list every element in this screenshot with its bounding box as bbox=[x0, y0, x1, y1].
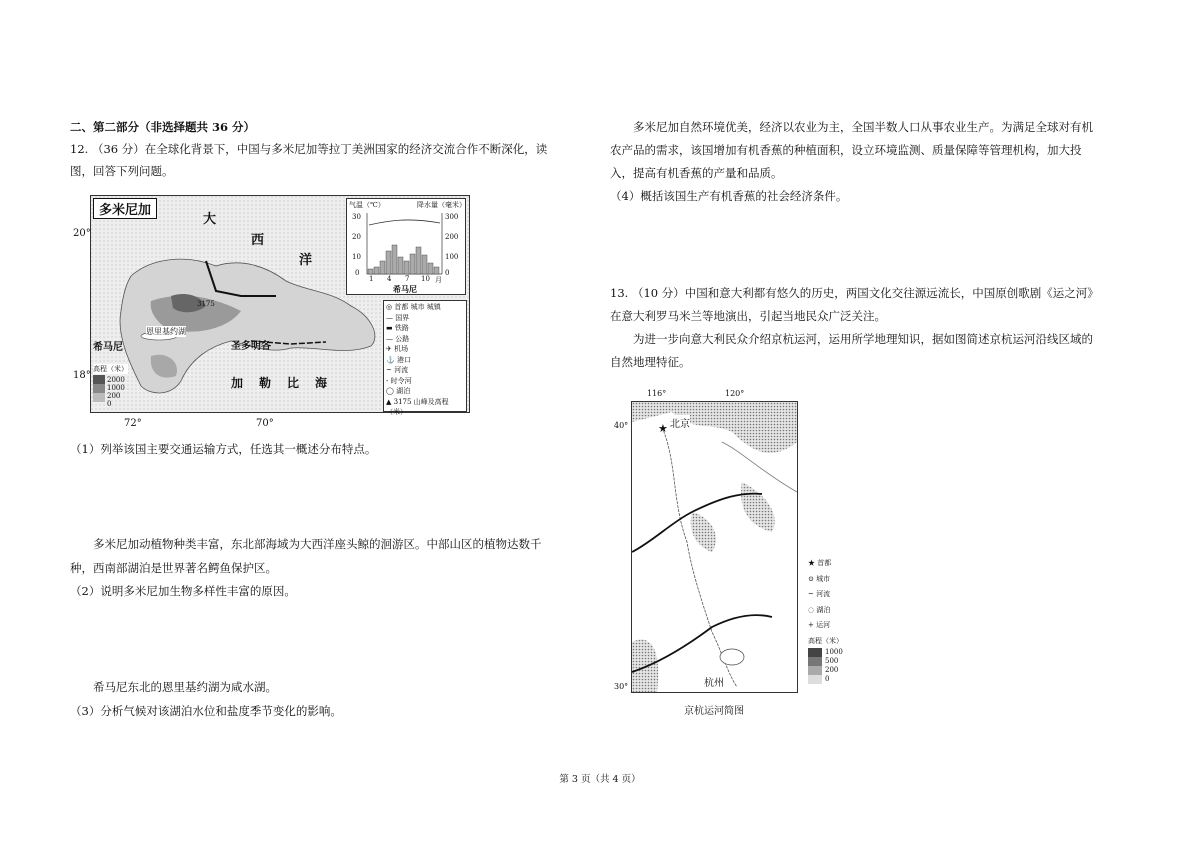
legend-label: 国界 bbox=[395, 313, 410, 322]
sea-label-atlantic-3: 洋 bbox=[299, 253, 313, 268]
sea-label-atlantic-2: 西 bbox=[251, 233, 265, 248]
lake-icon: ◌ bbox=[808, 605, 815, 614]
month-unit: 月 bbox=[435, 276, 442, 284]
month-tick-1: 1 bbox=[369, 275, 374, 283]
lat-label-40: 40° bbox=[614, 421, 629, 430]
legend-row bbox=[386, 365, 466, 376]
temp-tick-20: 20 bbox=[352, 233, 361, 241]
precip-tick-300: 300 bbox=[445, 213, 459, 221]
city-label-jimani: 希马尼 bbox=[93, 342, 123, 353]
legend-label: 首都 城市 城镇 bbox=[394, 303, 441, 311]
legend-peak-icon: ▲ bbox=[386, 397, 392, 406]
climate-chart bbox=[346, 198, 466, 295]
legend-seasonal-river-icon: - bbox=[386, 376, 389, 385]
grand-canal-map bbox=[631, 401, 798, 693]
legend-airport-icon: ✈ bbox=[386, 345, 392, 353]
peak-label: 3175 bbox=[197, 300, 215, 308]
q13-task-line1: 为进一步向意大利民众介绍京杭运河，运用所学地理知识，据如图简述京杭运河沿线区域的 bbox=[633, 332, 1093, 346]
sea-label-atlantic-1: 大 bbox=[203, 212, 217, 227]
legend-row bbox=[386, 302, 466, 313]
lat-label-20: 20° bbox=[73, 228, 91, 239]
legend-railway-icon: ▬ bbox=[386, 324, 393, 332]
sea-label-caribbean-1: 加 bbox=[231, 376, 244, 390]
legend-label: 运河 bbox=[816, 621, 831, 629]
dominican-map bbox=[90, 195, 470, 416]
legend-row bbox=[386, 355, 466, 366]
legend-river-icon: ~ bbox=[386, 366, 392, 374]
page-footer: 第 3 页（共 4 页） bbox=[559, 774, 641, 785]
legend-label: 铁路 bbox=[394, 324, 409, 332]
elev-level-200: 200 bbox=[107, 392, 121, 400]
elev-level-1000: 1000 bbox=[107, 384, 125, 392]
precip-tick-0: 0 bbox=[445, 269, 450, 277]
legend-lake-icon: ◯ bbox=[386, 387, 394, 395]
temp-tick-30: 30 bbox=[352, 213, 361, 221]
q12-sub2: （2）说明多米尼加生物多样性丰富的原因。 bbox=[70, 584, 296, 598]
legend-label: 首都 bbox=[817, 559, 832, 567]
q12-intro-line2: 图，回答下列问题。 bbox=[70, 164, 174, 178]
q13-intro-line1: 13. （10 分）中国和意大利都有悠久的历史，两国文化交往源远流长，中国原创歌剧《运之河》 bbox=[610, 286, 1099, 300]
legend-label: 时令河 bbox=[390, 376, 412, 385]
legend-row bbox=[386, 334, 466, 345]
grand-canal-caption: 京杭运河简图 bbox=[684, 706, 744, 717]
q12-para2-line1: 多米尼加动植物种类丰富，东北部海域为大西洋座头鲸的洄游区。中部山区的植物达数千 bbox=[93, 537, 542, 551]
elev-level-200: 200 bbox=[825, 665, 839, 674]
legend-port-icon: ⚓ bbox=[386, 355, 395, 364]
capital-star-icon: ★ bbox=[658, 422, 668, 435]
elev-level-0: 0 bbox=[107, 400, 112, 408]
sea-label-caribbean-2: 勒 bbox=[259, 376, 272, 390]
q12-para3: 希马尼东北的恩里基约湖为咸水湖。 bbox=[93, 680, 277, 694]
legend-row bbox=[386, 397, 466, 418]
q12-sub1: （1）列举该国主要交通运输方式，任选其一概述分布特点。 bbox=[70, 442, 377, 456]
elev-level-500: 500 bbox=[825, 656, 839, 665]
elevation-legend-title: 高程（米） bbox=[93, 365, 128, 373]
lon-label-116: 116° bbox=[647, 389, 667, 398]
temp-axis-label: 气温（℃） bbox=[349, 201, 385, 209]
legend-label: 湖泊 bbox=[816, 605, 831, 614]
legend-label: 公路 bbox=[395, 334, 410, 343]
grand-canal-map-graphic bbox=[632, 402, 797, 692]
month-tick-10: 10 bbox=[421, 275, 430, 283]
lat-label-30: 30° bbox=[614, 682, 629, 691]
precip-tick-100: 100 bbox=[445, 253, 459, 261]
section-title: 二、第二部分（非选择题共 36 分） bbox=[70, 120, 256, 134]
legend-row bbox=[386, 344, 466, 355]
lake-label: 恩里基约湖 bbox=[146, 327, 186, 336]
q12-sub4: （4）概括该国生产有机香蕉的社会经济条件。 bbox=[610, 189, 848, 203]
climate-city-label: 希马尼 bbox=[393, 284, 417, 294]
lon-label-120: 120° bbox=[725, 389, 745, 398]
legend-label: 河流 bbox=[394, 366, 409, 374]
hangzhou-label: 杭州 bbox=[704, 674, 724, 689]
legend-label: 港口 bbox=[396, 355, 411, 364]
elev-level-0: 0 bbox=[825, 674, 830, 683]
sea-label-caribbean-4: 海 bbox=[315, 376, 328, 390]
q13-intro-line2: 在意大利罗马米兰等地演出，引起当地民众广泛关注。 bbox=[610, 309, 886, 323]
legend-road-icon: — bbox=[386, 334, 393, 343]
precip-tick-200: 200 bbox=[445, 233, 459, 241]
lat-label-18: 18° bbox=[73, 370, 91, 381]
sea-label-caribbean-3: 比 bbox=[287, 376, 300, 390]
month-tick-4: 4 bbox=[387, 275, 392, 283]
lon-label-72: 72° bbox=[124, 418, 142, 429]
capital-star-icon: ★ bbox=[808, 559, 815, 567]
beijing-label: 北京 bbox=[670, 415, 690, 430]
lon-label-70: 70° bbox=[256, 418, 274, 429]
canal-icon: + bbox=[808, 621, 814, 629]
grand-canal-legend bbox=[808, 556, 868, 696]
q12-intro-line1: 12. （36 分）在全球化背景下，中国与多米尼加等拉丁美洲国家的经济交流合作不断深化，读 bbox=[70, 142, 548, 156]
legend-row bbox=[808, 556, 868, 572]
legend-label: 城市 bbox=[816, 574, 831, 583]
legend-capital-icon: ◎ bbox=[386, 303, 393, 311]
city-dot-icon: ⊙ bbox=[808, 574, 814, 583]
q12-para4-line2: 农产品的需求，该国增加有机香蕉的种植面积，设立环境监测、质量保障等管理机构，加大投 bbox=[610, 143, 1082, 157]
legend-row bbox=[808, 603, 868, 619]
elev-level-1000: 1000 bbox=[825, 647, 843, 656]
legend-row bbox=[808, 618, 868, 634]
legend-label: 机场 bbox=[394, 345, 409, 353]
q12-para4-line3: 入，提高有机香蕉的产量和品质。 bbox=[610, 166, 783, 180]
legend-row bbox=[808, 572, 868, 588]
legend-label: 湖泊 bbox=[396, 387, 411, 395]
temp-tick-10: 10 bbox=[352, 253, 361, 261]
legend-row bbox=[386, 313, 466, 324]
legend-label: 河流 bbox=[816, 590, 831, 598]
elevation-legend bbox=[93, 364, 141, 412]
elev-level-2000: 2000 bbox=[107, 376, 125, 384]
q12-para2-line2: 种，西南部湖泊是世界著名鳄鱼保护区。 bbox=[70, 561, 277, 575]
legend-row bbox=[386, 323, 466, 334]
q12-sub3: （3）分析气候对该湖泊水位和盐度季节变化的影响。 bbox=[70, 704, 342, 718]
month-tick-7: 7 bbox=[405, 275, 410, 283]
q13-task-line2: 自然地理特征。 bbox=[610, 355, 691, 369]
temp-tick-0: 0 bbox=[355, 269, 360, 277]
dominican-map-title: 多米尼加 bbox=[93, 198, 157, 219]
legend-row bbox=[386, 386, 466, 397]
q12-para4-line1: 多米尼加自然环境优美，经济以农业为主，全国半数人口从事农业生产。为满足全球对有机 bbox=[633, 120, 1093, 134]
capital-label: 圣多明各 bbox=[231, 341, 271, 352]
legend-border-icon: — bbox=[386, 313, 393, 322]
legend-label: 3175 山峰及高程（米） bbox=[386, 397, 449, 416]
legend-row bbox=[808, 587, 868, 603]
river-icon: ~ bbox=[808, 590, 814, 598]
precip-axis-label: 降水量（毫米） bbox=[417, 201, 466, 209]
legend-row bbox=[386, 376, 466, 387]
symbol-legend bbox=[383, 300, 467, 416]
elevation-legend-title: 高程（米） bbox=[808, 636, 843, 645]
